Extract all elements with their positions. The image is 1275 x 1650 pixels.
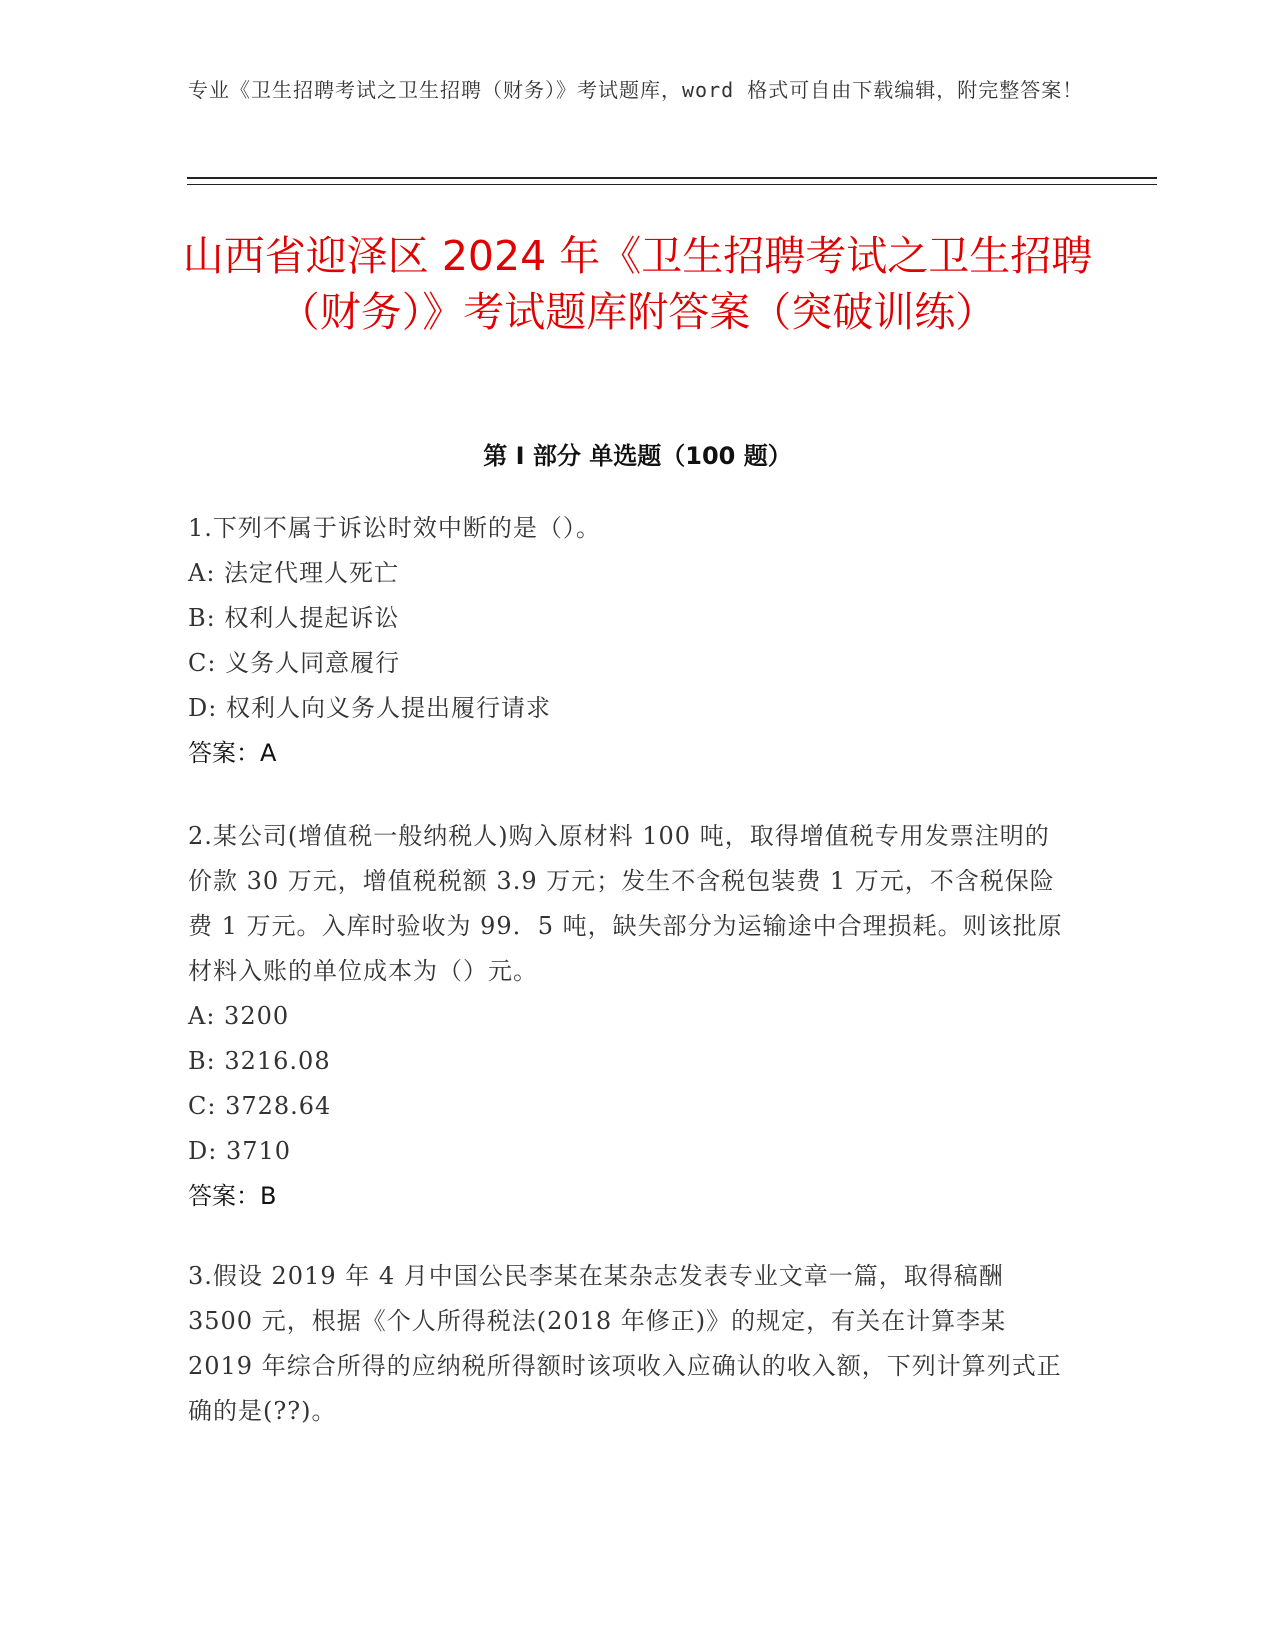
question-stem: 3.假设 2019 年 4 月中国公民李某在某杂志发表专业文章一篇，取得稿酬 3500 元，根据《个人所得税法(2018 年修正)》的规定，有关在计算李某 2019 年综合所得的应纳税所得额时该项收入应确认的收入额，下列计算列式正确的是(??)。 [188,1262,1062,1425]
header-divider-thick [187,177,1157,179]
header-note: 专业《卫生招聘考试之卫生招聘（财务）》考试题库，word 格式可自由下载编辑，附完整答案！ [188,78,1084,102]
option-a: A: 法定代理人死亡 [188,559,400,587]
answer-line: 答案：B [188,1182,277,1210]
question-2 [188,814,1068,1219]
section-heading: 第 I 部分 单选题（100 题） [483,442,792,470]
header-divider-thin [187,184,1157,185]
document-title: 山西省迎泽区 2024 年《卫生招聘考试之卫生招聘（财务）》考试题库附答案（突破训练） [182,232,1093,336]
option-d: D: 权利人向义务人提出履行请求 [188,694,551,722]
question-stem: 1.下列不属于诉讼时效中断的是（）。 [188,514,601,542]
option-a: A: 3200 [188,1002,290,1030]
option-c: C: 义务人同意履行 [188,649,401,677]
question-stem: 2.某公司(增值税一般纳税人)购入原材料 100 吨，取得增值税专用发票注明的价款 30 万元，增值税税额 3.9 万元；发生不含税包装费 1 万元，不含税保险费 1 万元。入库时验收为 99．5 吨，缺失部分为运输途中合理损耗。则该批原材料入账的单位成本为（）元。 [188,822,1063,985]
question-3 [188,1254,1068,1434]
option-b: B: 3216.08 [188,1047,331,1075]
option-b: B: 权利人提起诉讼 [188,604,400,632]
option-c: C: 3728.64 [188,1092,332,1120]
question-1 [188,506,1068,776]
option-d: D: 3710 [188,1137,292,1165]
answer-line: 答案：A [188,739,277,767]
